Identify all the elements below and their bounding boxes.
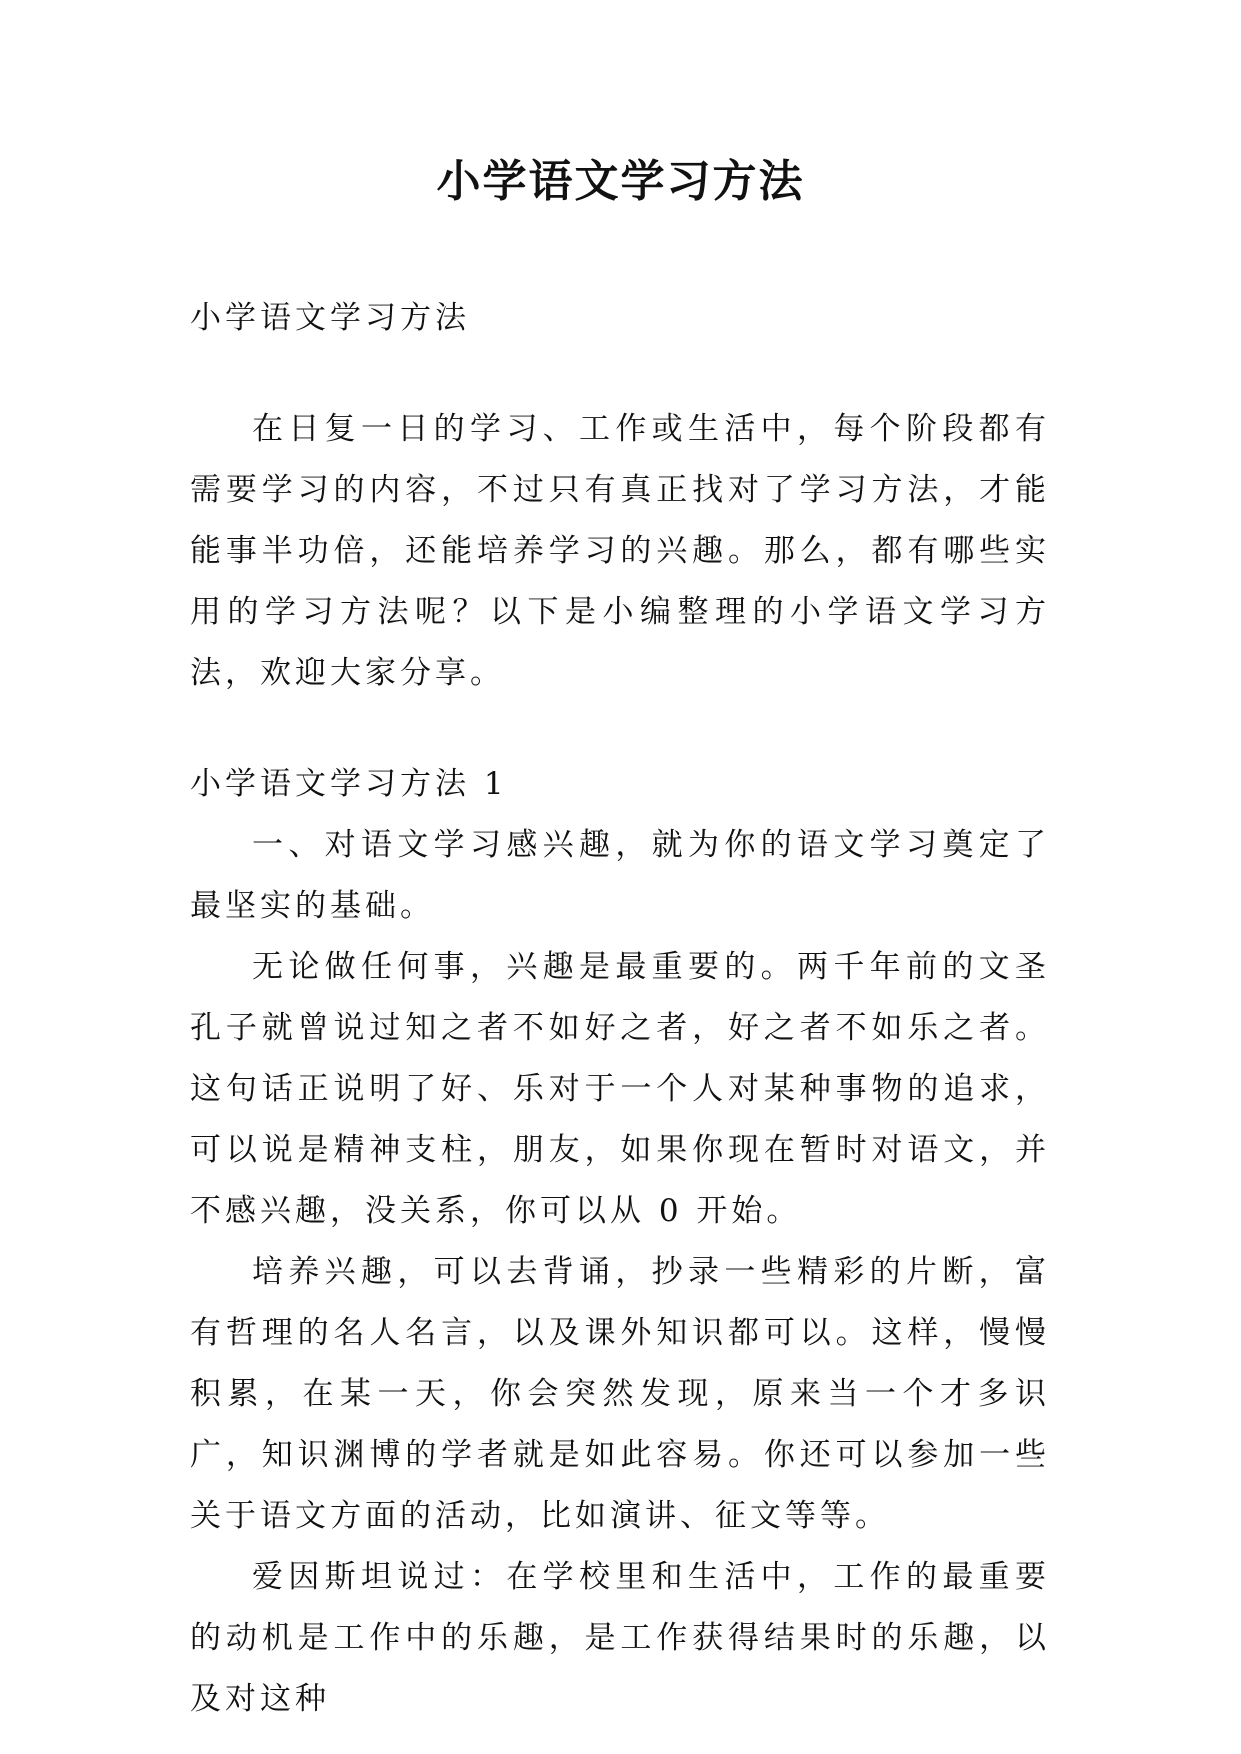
body-paragraph-4: 爱因斯坦说过：在学校里和生活中，工作的最重要的动机是工作中的乐趣，是工作获得结果时的乐趣，以及对这种 [190,1559,1050,1717]
section-heading: 小学语文学习方法 1 [190,766,508,802]
document-title: 小学语文学习方法 [436,156,805,207]
body-paragraph-1: 一、对语文学习感兴趣，就为你的语文学习奠定了最坚实的基础。 [190,827,1050,924]
document-body [190,288,1050,1730]
body-paragraph-3: 培养兴趣，可以去背诵，抄录一些精彩的片断，富有哲理的名人名言，以及课外知识都可以。这样，慢慢积累，在某一天，你会突然发现，原来当一个才多识广，知识渊博的学者就是如此容易。你还可以参加一些关于语文方面的活动，比如演讲、征文等等。 [190,1254,1050,1534]
intro-paragraph: 在日复一日的学习、工作或生活中，每个阶段都有需要学习的内容，不过只有真正找对了学习方法，才能能事半功倍，还能培养学习的兴趣。那么，都有哪些实用的学习方法呢？以下是小编整理的小学语文学习方法，欢迎大家分享。 [190,411,1050,691]
document-subtitle: 小学语文学习方法 [190,300,470,336]
body-paragraph-2: 无论做任何事，兴趣是最重要的。两千年前的文圣孔子就曾说过知之者不如好之者，好之者不如乐之者。这句话正说明了好、乐对于一个人对某种事物的追求，可以说是精神支柱，朋友，如果你现在暂时对语文，并不感兴趣，没关系，你可以从 0 开始。 [190,949,1050,1229]
